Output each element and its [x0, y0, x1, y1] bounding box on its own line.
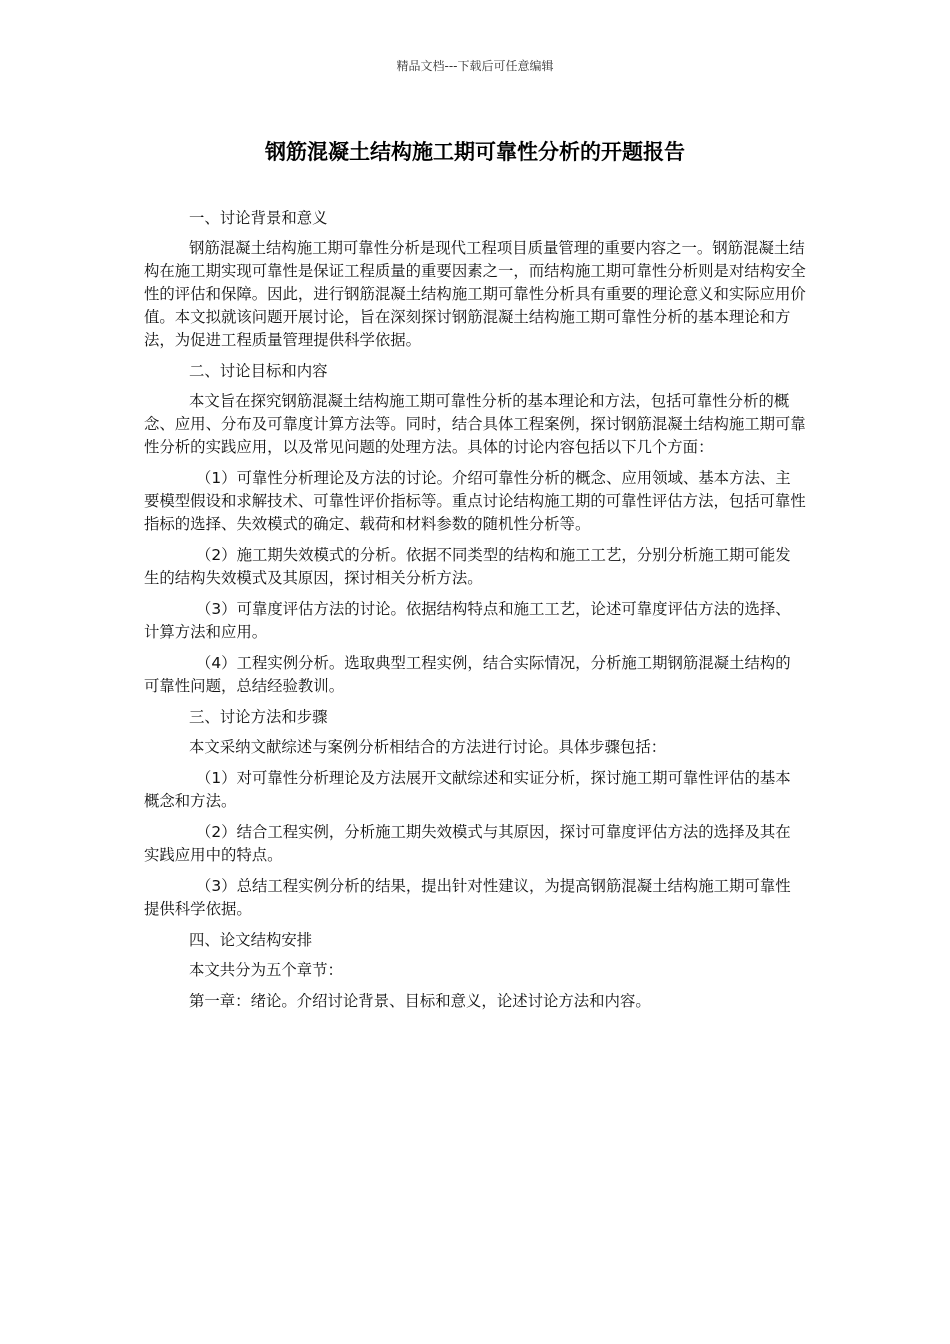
section-heading-background: 一、讨论背景和意义 — [189, 209, 328, 227]
header-note: 精品文档---下载后可任意编辑 — [396, 59, 554, 73]
section-heading-objectives: 二、讨论目标和内容 — [189, 362, 328, 380]
section-heading-methods: 三、讨论方法和步骤 — [189, 708, 328, 726]
section-paragraph-methods: 本文采纳文献综述与案例分析相结合的方法进行讨论。具体步骤包括： — [189, 738, 667, 756]
list-item: （4）工程实例分析。选取典型工程实例，结合实际情况，分析施工期钢筋混凝土结构的可靠性问题，总结经验教训。 — [144, 654, 791, 695]
list-item: （2）施工期失效模式的分析。依据不同类型的结构和施工工艺，分别分析施工期可能发生的结构失效模式及其原因，探讨相关分析方法。 — [144, 546, 791, 587]
chapter-item: 第一章：绪论。介绍讨论背景、目标和意义，论述讨论方法和内容。 — [189, 992, 651, 1010]
list-item: （1）对可靠性分析理论及方法展开文献综述和实证分析，探讨施工期可靠性评估的基本概念和方法。 — [144, 769, 791, 810]
list-item: （3）总结工程实例分析的结果，提出针对性建议，为提高钢筋混凝土结构施工期可靠性提供科学依据。 — [144, 877, 791, 918]
section-paragraph-structure: 本文共分为五个章节： — [189, 961, 343, 979]
section-heading-structure: 四、论文结构安排 — [189, 931, 313, 949]
list-item: （3）可靠度评估方法的讨论。依据结构特点和施工工艺，论述可靠度评估方法的选择、计算方法和应用。 — [144, 600, 791, 641]
section-paragraph-background: 钢筋混凝土结构施工期可靠性分析是现代工程项目质量管理的重要内容之一。钢筋混凝土结构在施工期实现可靠性是保证工程质量的重要因素之一，而结构施工期可靠性分析则是对结构安全性的评估和保障。因此，进行钢筋混凝土结构施工期可靠性分析具有重要的理论意义和实际应用价值。本文拟就该问题开展讨论，旨在深刻探讨钢筋混凝土结构施工期可靠性分析的基本理论和方法，为促进工程质量管理提供科学依据。 — [144, 239, 806, 349]
document-body — [144, 207, 806, 1013]
list-item: （1）可靠性分析理论及方法的讨论。介绍可靠性分析的概念、应用领域、基本方法、主要模型假设和求解技术、可靠性评价指标等。重点讨论结构施工期的可靠性评估方法，包括可靠性指标的选择、失效模式的确定、载荷和材料参数的随机性分析等。 — [144, 469, 806, 533]
list-item: （2）结合工程实例，分析施工期失效模式与其原因，探讨可靠度评估方法的选择及其在实践应用中的特点。 — [144, 823, 791, 864]
document-title: 钢筋混凝土结构施工期可靠性分析的开题报告 — [265, 140, 685, 164]
section-paragraph-objectives: 本文旨在探究钢筋混凝土结构施工期可靠性分析的基本理论和方法，包括可靠性分析的概念、应用、分布及可靠度计算方法等。同时，结合具体工程案例，探讨钢筋混凝土结构施工期可靠性分析的实践应用，以及常见问题的处理方法。具体的讨论内容包括以下几个方面： — [144, 392, 806, 456]
